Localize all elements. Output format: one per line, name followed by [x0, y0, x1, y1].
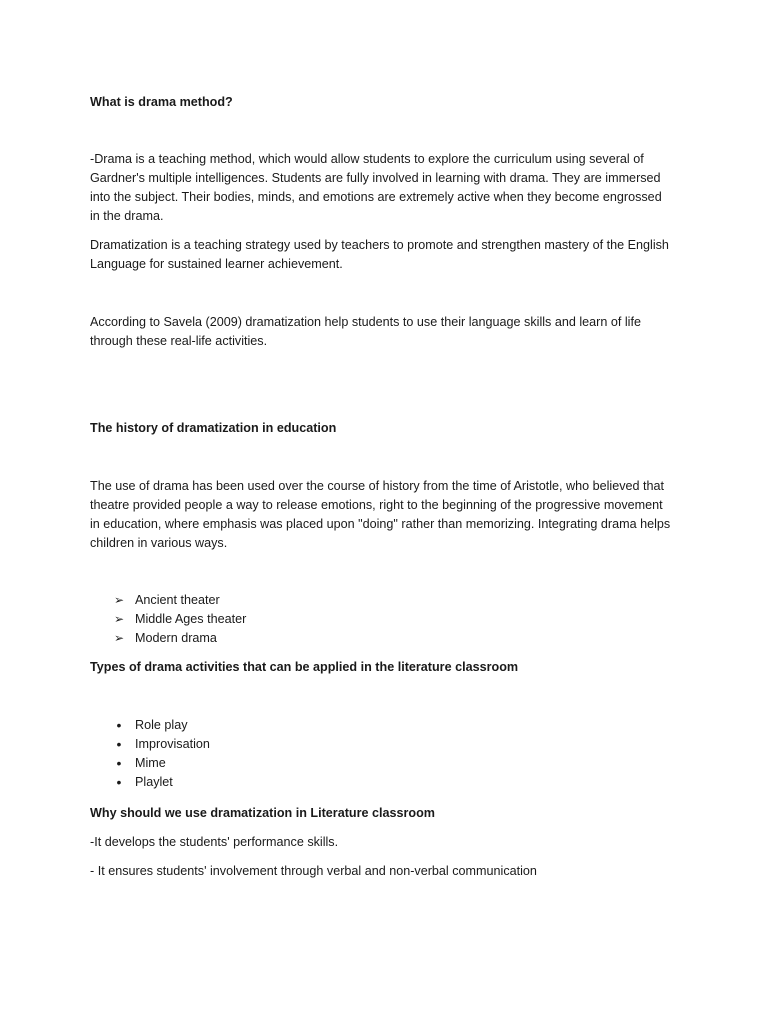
heading-types: Types of drama activities that can be applied in the literature classroom	[90, 660, 519, 674]
text-line: into the subject. Their bodies, minds, and emotions are extremely active when they become engrossed	[90, 190, 662, 204]
bullet-dot-icon: •	[116, 736, 122, 752]
list-item-label: Mime	[135, 756, 166, 770]
text-line: According to Savela (2009) dramatization help students to use their language skills and learn of life	[90, 315, 641, 329]
arrow-bullet-icon: ➢	[113, 593, 125, 607]
list-item	[90, 591, 680, 610]
history-arrow-list	[90, 591, 680, 648]
text-line: in education, where emphasis was placed upon "doing" rather than memorizing. Integrating drama helps	[90, 517, 671, 531]
text-line: The use of drama has been used over the course of history from the time of Aristotle, who believed that	[90, 479, 665, 493]
heading-drama-method: What is drama method?	[90, 95, 233, 109]
arrow-bullet-icon: ➢	[113, 612, 125, 626]
bullet-dot-icon: •	[116, 755, 122, 771]
bullet-dot-icon: •	[116, 717, 122, 733]
text-line: children in various ways.	[90, 536, 228, 550]
paragraph-dramatization-strategy	[90, 236, 680, 274]
list-item	[90, 610, 680, 629]
list-item-label: Role play	[135, 718, 188, 732]
paragraph-savela-citation	[90, 313, 680, 351]
text-line: Dramatization is a teaching strategy used by teachers to promote and strengthen mastery of the English	[90, 238, 669, 252]
types-bullet-list	[90, 716, 680, 792]
text-line: in the drama.	[90, 209, 164, 223]
list-item	[90, 773, 680, 792]
list-item	[90, 629, 680, 648]
list-item-label: Middle Ages theater	[135, 612, 247, 626]
list-item	[90, 735, 680, 754]
text-line: -Drama is a teaching method, which would allow students to explore the curriculum using several of	[90, 152, 644, 166]
heading-why: Why should we use dramatization in Literature classroom	[90, 806, 435, 820]
list-item-label: Modern drama	[135, 631, 217, 645]
list-item-label: Ancient theater	[135, 593, 220, 607]
paragraph-drama-definition	[90, 150, 680, 226]
paragraph-history	[90, 477, 680, 553]
point-student-involvement: - It ensures students' involvement through verbal and non-verbal communication	[90, 864, 537, 878]
text-line: Gardner's multiple intelligences. Students are fully involved in learning with drama. They are immersed	[90, 171, 661, 185]
list-item-label: Improvisation	[135, 737, 210, 751]
heading-history: The history of dramatization in education	[90, 421, 337, 435]
text-line: theatre provided people a way to release emotions, right to the beginning of the progressive movement	[90, 498, 663, 512]
bullet-dot-icon: •	[116, 774, 122, 790]
list-item-label: Playlet	[135, 775, 173, 789]
point-performance-skills: -It develops the students' performance skills.	[90, 835, 339, 849]
text-line: through these real-life activities.	[90, 334, 268, 348]
arrow-bullet-icon: ➢	[113, 631, 125, 645]
text-line: Language for sustained learner achievement.	[90, 257, 343, 271]
list-item	[90, 716, 680, 735]
list-item	[90, 754, 680, 773]
